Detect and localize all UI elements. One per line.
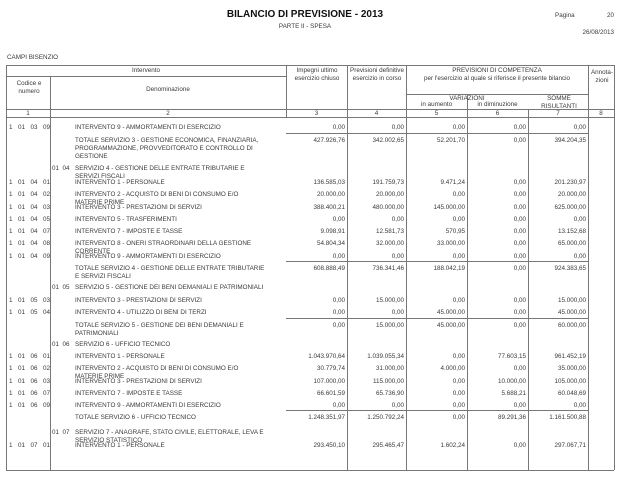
amount-cell: 1.161.500,88 [549,414,586,421]
amount-cell: 625.000,00 [554,204,586,211]
amount-cell: 15.000,00 [375,297,404,304]
service-label: SERVIZIO 5 - GESTIONE DEI BENI DEMANIALI E PATRIMONIALI [75,284,264,291]
amount-cell: 0,00 [513,253,526,260]
amount-cell: 1.250.792,24 [367,414,404,421]
total-separator [286,410,588,411]
amount-cell: 31.000,00 [375,365,404,372]
amount-cell: 0,00 [573,253,586,260]
amount-cell: 0,00 [452,191,465,198]
amount-cell: 0,00 [332,124,345,131]
row-code: 1 01 06 07 [9,390,51,397]
amount-cell: 30.779,74 [316,365,345,372]
amount-cell: 20.000,00 [316,191,345,198]
total-label: TOTALE SERVIZIO 5 - GESTIONE DEI BENI DEMANIALI E PATRIMONIALI [75,322,244,337]
amount-cell: 388.400,21 [313,204,345,211]
amount-cell: 0,00 [332,402,345,409]
amount-cell: 13.152,68 [557,228,586,235]
amount-cell: 52.201,70 [436,137,465,144]
amount-cell: 1.602,24 [440,442,465,449]
amount-cell: 0,00 [332,297,345,304]
amount-cell: 12.581,73 [375,228,404,235]
row-code: 1 01 03 09 [9,124,51,131]
total-separator [286,261,588,262]
row-code: 1 01 04 01 [9,179,51,186]
amount-cell: 201.230,97 [554,179,586,186]
row-label: INTERVENTO 9 - AMMORTAMENTI DI ESERCIZIO [75,402,221,409]
amount-cell: 15.000,00 [375,322,404,329]
row-label: INTERVENTO 1 - PERSONALE [75,442,165,449]
amount-cell: 0,00 [513,124,526,131]
amount-cell: 0,00 [513,297,526,304]
amount-cell: 107.000,00 [313,378,345,385]
amount-cell: 20.000,00 [557,191,586,198]
amount-cell: 0,00 [452,124,465,131]
col-header-competenza-sub: per l'esercizio al quale si riferisce il presente bilancio [423,75,571,82]
amount-cell: 77.603,15 [497,353,526,360]
service-label: SERVIZIO 6 - UFFICIO TECNICO [75,341,171,348]
amount-cell: 9.098,91 [320,228,345,235]
entity-name: CAMPI BISENZIO [7,54,59,61]
service-label: SERVIZIO 7 - ANAGRAFE, STATO CIVILE, ELETTORALE, LEVA E SERVIZIO STATISTICO [75,429,264,444]
amount-cell: 924.383,65 [554,265,586,272]
amount-cell: 188.042,19 [433,265,465,272]
amount-cell: 0,00 [452,378,465,385]
col-header-impegni: Impegni ultimo esercizio chiuso [294,67,340,82]
row-label: INTERVENTO 4 - UTILIZZO DI BENI DI TERZI [75,309,207,316]
service-code: 01 04 [52,165,70,172]
row-code: 1 01 06 01 [9,353,51,360]
amount-cell: 0,00 [513,228,526,235]
amount-cell: 0,00 [513,191,526,198]
service-code: 01 06 [52,341,70,348]
row-code: 1 01 05 04 [9,309,51,316]
row-code: 1 01 04 02 [9,191,51,198]
col-header-in-diminuzione: in diminuzione [477,101,518,108]
row-label: INTERVENTO 8 - ONERI STRAORDINARI DELLA GESTIONE CORRENTE [75,240,252,255]
amount-cell: 570,95 [445,228,465,235]
amount-cell: 35.000,00 [557,365,586,372]
amount-cell: 0,00 [513,265,526,272]
row-label: INTERVENTO 7 - IMPOSTE E TASSE [75,390,183,397]
amount-cell: 0,00 [391,124,404,131]
amount-cell: 0,00 [391,216,404,223]
amount-cell: 45.000,00 [436,309,465,316]
amount-cell: 0,00 [452,216,465,223]
amount-cell: 736.341,46 [372,265,404,272]
total-label: TOTALE SERVIZIO 6 - UFFICIO TECNICO [75,414,196,421]
row-code: 1 01 04 05 [9,216,51,223]
amount-cell: 0,00 [452,297,465,304]
col-header-codice: Codice e numero [16,80,42,95]
row-label: INTERVENTO 2 - ACQUISTO DI BENI DI CONSUMO E/O MATERIE PRIME [75,365,239,380]
amount-cell: 54.804,34 [316,240,345,247]
row-code: 1 01 04 09 [9,253,51,260]
amount-cell: 293.450,10 [313,442,345,449]
column-number: 5 [434,110,439,117]
amount-cell: 32.000,00 [375,240,404,247]
amount-cell: 0,00 [452,353,465,360]
column-number: 4 [374,110,379,117]
row-code: 1 01 06 03 [9,378,51,385]
amount-cell: 0,00 [513,309,526,316]
row-code: 1 01 07 01 [9,442,51,449]
row-label: INTERVENTO 3 - PRESTAZIONI DI SERVIZI [75,297,202,304]
column-number: 3 [314,110,319,117]
service-code: 01 05 [52,284,70,291]
amount-cell: 297.067,71 [554,442,586,449]
col-header-denominazione: Denominazione [146,86,190,93]
amount-cell: 0,00 [452,390,465,397]
total-separator [286,318,588,319]
amount-cell: 145.000,00 [433,204,465,211]
amount-cell: 10.000,00 [497,378,526,385]
amount-cell: 115.000,00 [372,378,404,385]
amount-cell: 0,00 [513,365,526,372]
amount-cell: 0,00 [513,402,526,409]
amount-cell: 45.000,00 [557,309,586,316]
amount-cell: 15.000,00 [557,297,586,304]
row-code: 1 01 06 09 [9,402,51,409]
total-label: TOTALE SERVIZIO 3 - GESTIONE ECONOMICA, FINANZIARIA, PROGRAMMAZIONE, PROVVEDITORATO E CONTROLLO DI GESTIONE [75,137,259,160]
row-code: 1 01 06 02 [9,365,51,372]
column-number: 7 [556,110,560,117]
amount-cell: 0,00 [513,216,526,223]
row-code: 1 01 04 08 [9,240,51,247]
amount-cell: 105.000,00 [554,378,586,385]
service-code: 01 07 [52,429,70,436]
amount-cell: 0,00 [513,240,526,247]
row-code: 1 01 05 03 [9,297,51,304]
total-label: TOTALE SERVIZIO 4 - GESTIONE DELLE ENTRATE TRIBUTARIE E SERVIZI FISCALI [75,265,265,280]
amount-cell: 0,00 [332,216,345,223]
amount-cell: 1.039.055,34 [367,353,404,360]
amount-cell: 33.000,00 [436,240,465,247]
amount-cell: 0,00 [513,137,526,144]
row-label: INTERVENTO 1 - PERSONALE [75,179,165,186]
amount-cell: 65.000,00 [557,240,586,247]
amount-cell: 480.000,00 [372,204,404,211]
amount-cell: 295.465,47 [372,442,404,449]
amount-cell: 0,00 [452,402,465,409]
amount-cell: 0,00 [513,204,526,211]
amount-cell: 60.048,69 [557,390,586,397]
amount-cell: 608.888,49 [313,265,345,272]
page-number: 20 [606,12,614,19]
amount-cell: 342.002,65 [372,137,404,144]
amount-cell: 394.204,35 [554,137,586,144]
col-header-in-aumento: in aumento [420,101,453,108]
amount-cell: 0,00 [391,253,404,260]
col-header-variazioni: VARIAZIONI [449,95,485,102]
amount-cell: 20.000,00 [375,191,404,198]
row-label: INTERVENTO 7 - IMPOSTE E TASSE [75,228,183,235]
row-label: INTERVENTO 3 - PRESTAZIONI DI SERVIZI [75,378,202,385]
amount-cell: 0,00 [391,402,404,409]
amount-cell: 0,00 [513,322,526,329]
col-header-intervento: Intervento [131,67,160,74]
col-header-previsioni: Previsioni definitive esercizio in corso [350,67,404,82]
amount-cell: 4.000,00 [440,365,465,372]
amount-cell: 1.248.351,97 [308,414,345,421]
amount-cell: 66.601,59 [316,390,345,397]
amount-cell: 191.759,73 [372,179,404,186]
col-header-somme: SOMME RISULTANTI [541,95,577,110]
amount-cell: 0,00 [513,179,526,186]
column-number: 8 [599,110,603,117]
document-subtitle: PARTE II - SPESA [278,23,332,30]
amount-cell: 0,00 [513,442,526,449]
row-code: 1 01 04 07 [9,228,51,235]
amount-cell: 60.000,00 [557,322,586,329]
amount-cell: 5.688,21 [501,390,526,397]
amount-cell: 0,00 [452,414,465,421]
service-label: SERVIZIO 4 - GESTIONE DELLE ENTRATE TRIBUTARIE E SERVIZI FISCALI [75,165,245,180]
col-header-annotazioni: Annota-zioni [590,69,614,84]
total-separator [286,133,588,134]
amount-cell: 0,00 [573,402,586,409]
row-code: 1 01 04 03 [9,204,51,211]
amount-cell: 0,00 [391,309,404,316]
amount-cell: 0,00 [452,253,465,260]
amount-cell: 961.452,19 [554,353,586,360]
column-number: 2 [166,110,170,117]
amount-cell: 0,00 [332,253,345,260]
col-header-competenza: PREVISIONI DI COMPETENZA [452,67,542,74]
amount-cell: 0,00 [573,124,586,131]
amount-cell: 89.291,36 [497,414,526,421]
row-label: INTERVENTO 2 - ACQUISTO DI BENI DI CONSUMO E/O MATERIE PRIME [75,191,239,206]
amount-cell: 136.585,03 [313,179,345,186]
amount-cell: 0,00 [332,322,345,329]
document-title: BILANCIO DI PREVISIONE - 2013 [226,9,384,20]
row-label: INTERVENTO 1 - PERSONALE [75,353,165,360]
amount-cell: 1.043.970,64 [308,353,345,360]
page-label: Pagina [555,12,575,19]
amount-cell: 0,00 [332,309,345,316]
row-label: INTERVENTO 5 - TRASFERIMENTI [75,216,177,223]
column-number: 1 [26,110,30,117]
amount-cell: 65.736,90 [375,390,404,397]
amount-cell: 427.926,76 [313,137,345,144]
amount-cell: 45.000,00 [436,322,465,329]
column-number: 6 [495,110,500,117]
row-label: INTERVENTO 9 - AMMORTAMENTI DI ESERCIZIO [75,253,221,260]
document-date: 26/08/2013 [582,29,614,36]
row-label: INTERVENTO 9 - AMMORTAMENTI DI ESERCIZIO [75,124,221,131]
amount-cell: 9.471,24 [440,179,465,186]
amount-cell: 0,00 [573,216,586,223]
row-label: INTERVENTO 3 - PRESTAZIONI DI SERVIZI [75,204,202,211]
